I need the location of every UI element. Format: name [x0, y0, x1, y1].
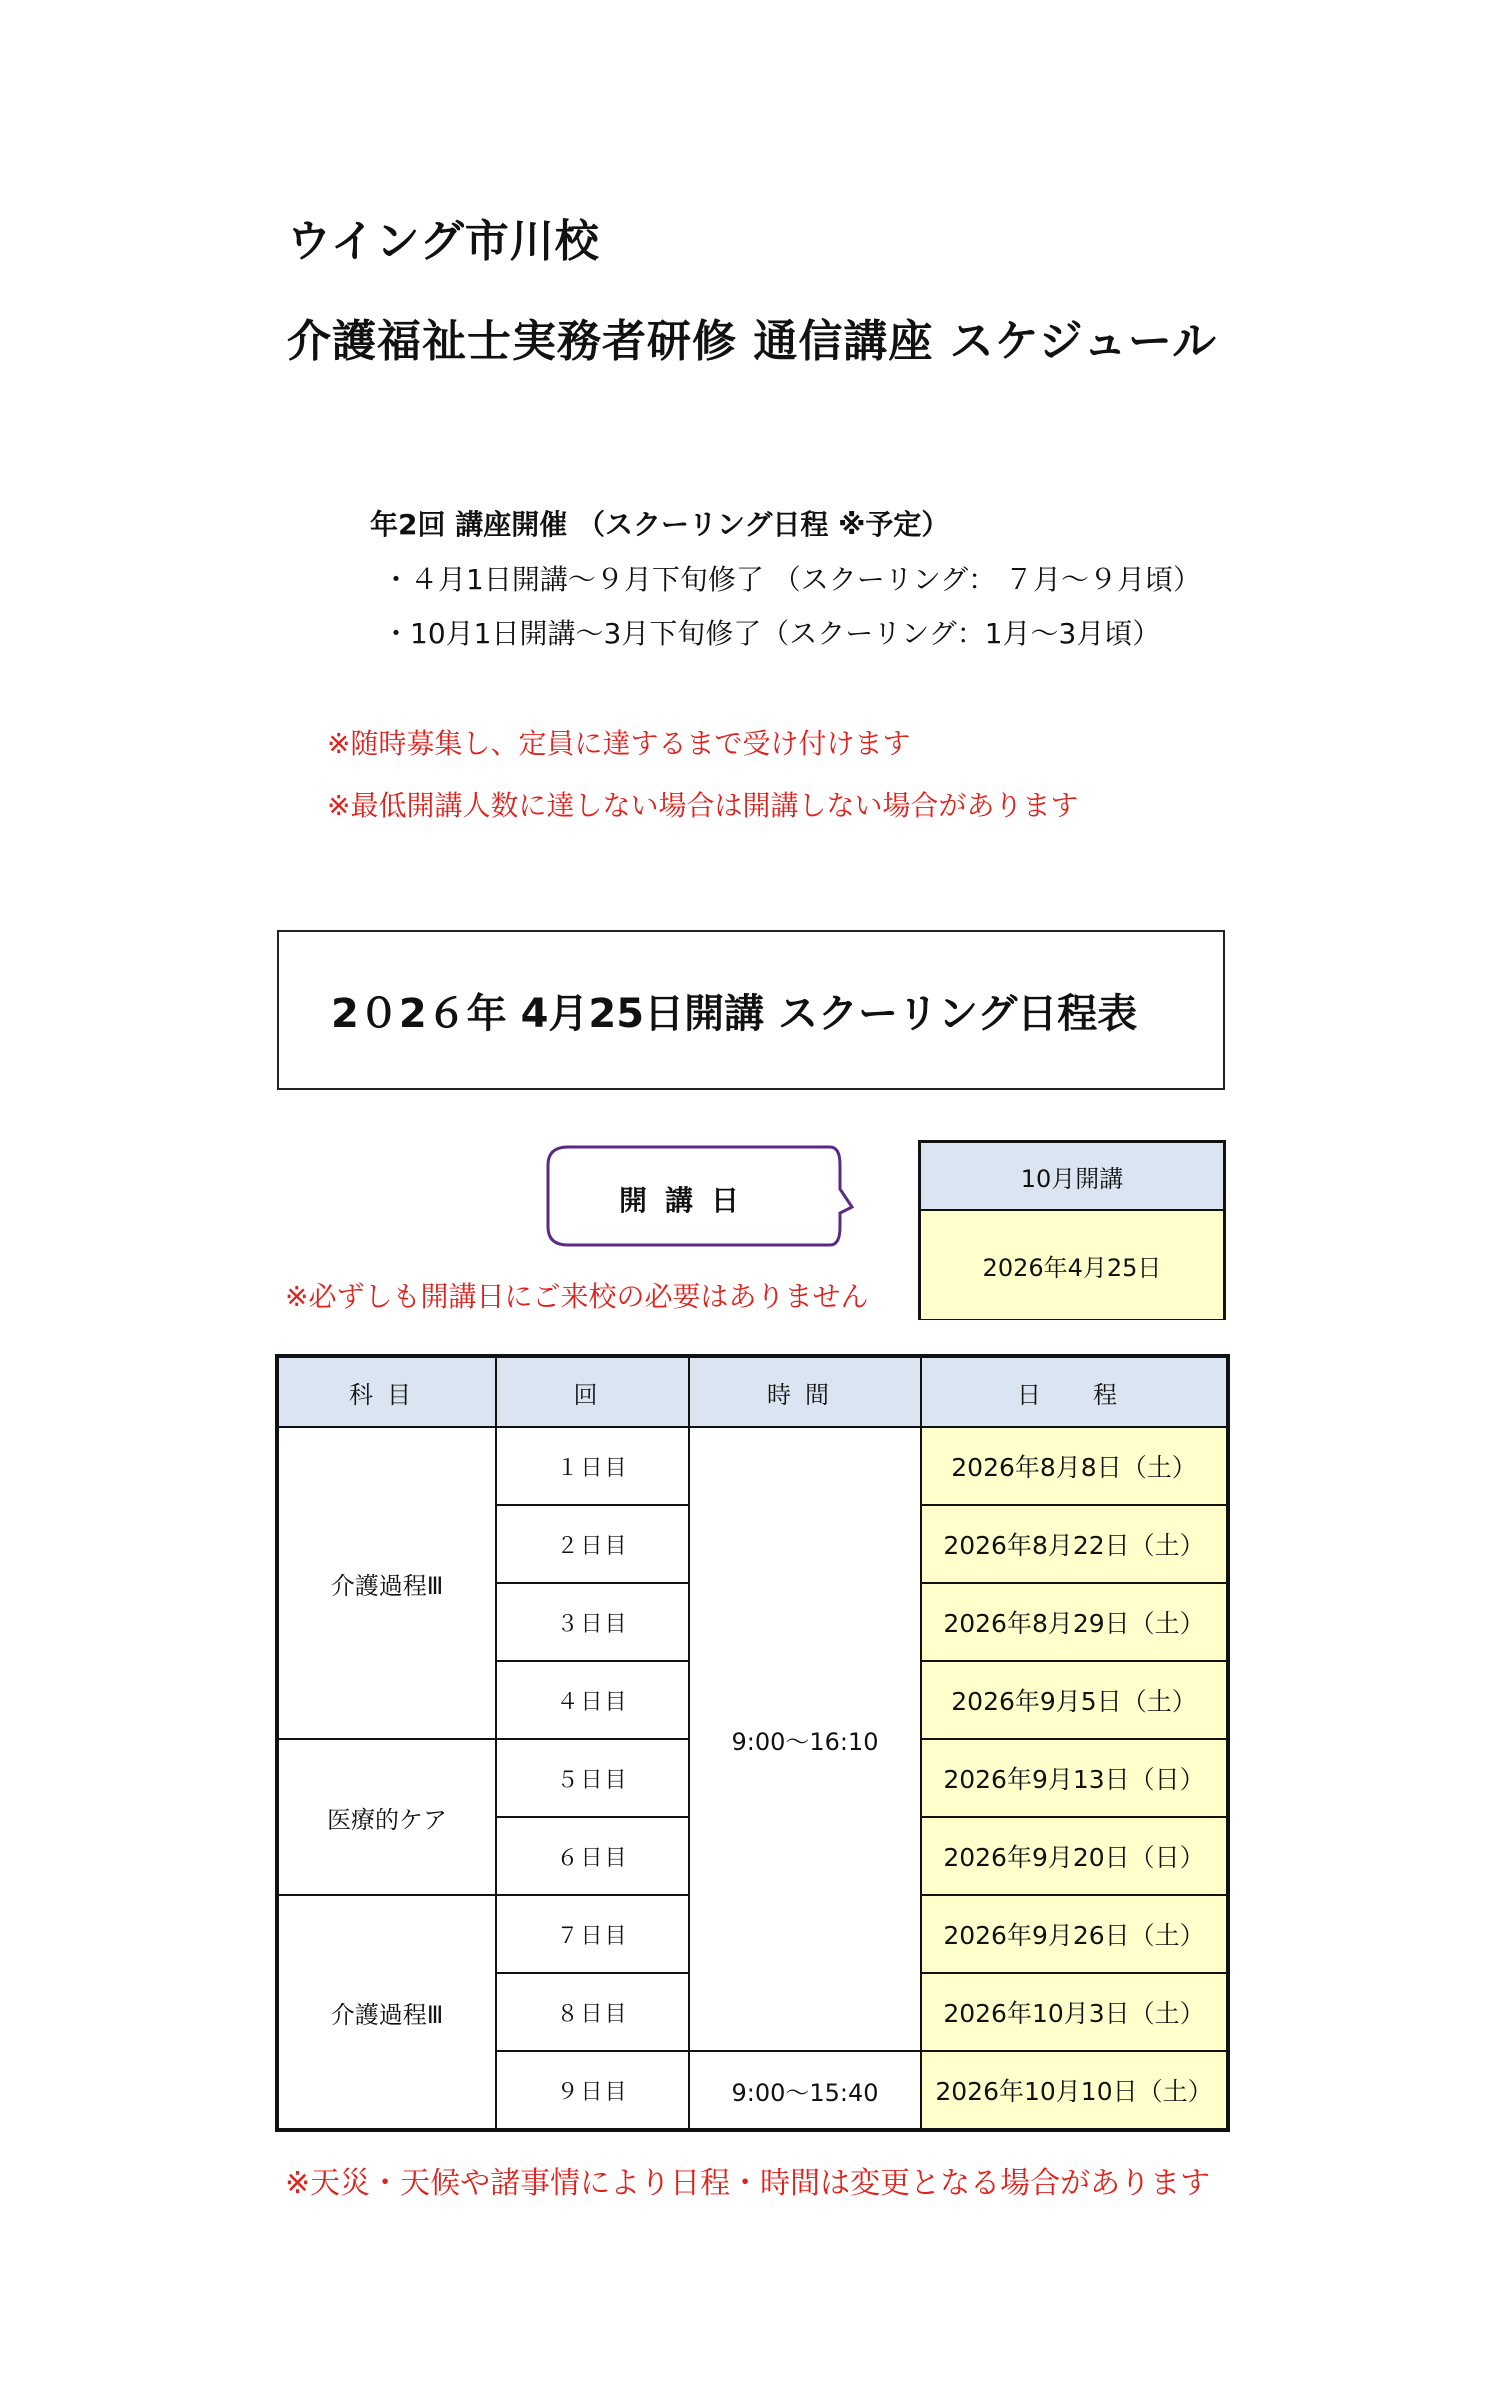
header-subject: 科目 [277, 1356, 496, 1427]
round-cell: ８日目 [496, 1973, 689, 2051]
notice-change: ※天災・天候や諸事情により日程・時間は変更となる場合があります [285, 2166, 1211, 2201]
date-cell: 2026年9月20日（日） [921, 1817, 1228, 1895]
subject-cell: 医療的ケア [277, 1739, 496, 1895]
date-cell: 2026年8月22日（土） [921, 1505, 1228, 1583]
notice-recruit: ※随時募集し、定員に達するまで受け付けます [327, 727, 911, 760]
time-cell: 9:00～16:10 [689, 1427, 921, 2051]
round-cell: １日目 [496, 1427, 689, 1505]
subject-cell: 介護過程Ⅲ [277, 1427, 496, 1739]
date-cell: 2026年9月5日（土） [921, 1661, 1228, 1739]
round-cell: ３日目 [496, 1583, 689, 1661]
banner-title: 2０2６年 4月25日開講 スクーリング日程表 [331, 990, 1138, 1037]
round-cell: ５日目 [496, 1739, 689, 1817]
schedule-line-april: ・４月1日開講～９月下旬修了 （スクーリング： ７月～９月頃） [382, 563, 1202, 596]
round-cell: ７日目 [496, 1895, 689, 1973]
schedule-heading: 年2回 講座開催 （スクーリング日程 ※予定） [370, 508, 950, 541]
opening-box-date: 2026年4月25日 [921, 1211, 1223, 1319]
round-cell: ９日目 [496, 2051, 689, 2130]
round-cell: ４日目 [496, 1661, 689, 1739]
header-date: 日 程 [921, 1356, 1228, 1427]
header-time: 時間 [689, 1356, 921, 1427]
callout-label: 開講日 [618, 1184, 757, 1217]
table-header-row [277, 1356, 1228, 1427]
round-cell: ２日目 [496, 1505, 689, 1583]
date-cell: 2026年9月13日（日） [921, 1739, 1228, 1817]
date-cell: 2026年8月29日（土） [921, 1583, 1228, 1661]
school-name: ウイング市川校 [287, 216, 600, 267]
date-cell: 2026年8月8日（土） [921, 1427, 1228, 1505]
time-cell: 9:00～15:40 [689, 2051, 921, 2130]
round-cell: ６日目 [496, 1817, 689, 1895]
schooling-schedule-table [275, 1354, 1230, 2132]
date-cell: 2026年10月3日（土） [921, 1973, 1228, 2051]
header-round: 回 [496, 1356, 689, 1427]
schedule-banner [277, 930, 1225, 1090]
date-cell: 2026年10月10日（土） [921, 2051, 1228, 2130]
schedule-line-october: ・10月1日開講～3月下旬修了（スクーリング：1月～3月頃） [382, 617, 1161, 650]
table-row [277, 1427, 1228, 1505]
subject-cell: 介護過程Ⅲ [277, 1895, 496, 2130]
opening-date-box [918, 1140, 1226, 1320]
date-cell: 2026年9月26日（土） [921, 1895, 1228, 1973]
notice-minimum: ※最低開講人数に達しない場合は開講しない場合があります [327, 789, 1079, 822]
opening-box-header: 10月開講 [921, 1143, 1223, 1211]
notice-attendance: ※必ずしも開講日にご来校の必要はありません [285, 1280, 869, 1313]
course-title: 介護福祉士実務者研修 通信講座 スケジュール [287, 316, 1217, 367]
